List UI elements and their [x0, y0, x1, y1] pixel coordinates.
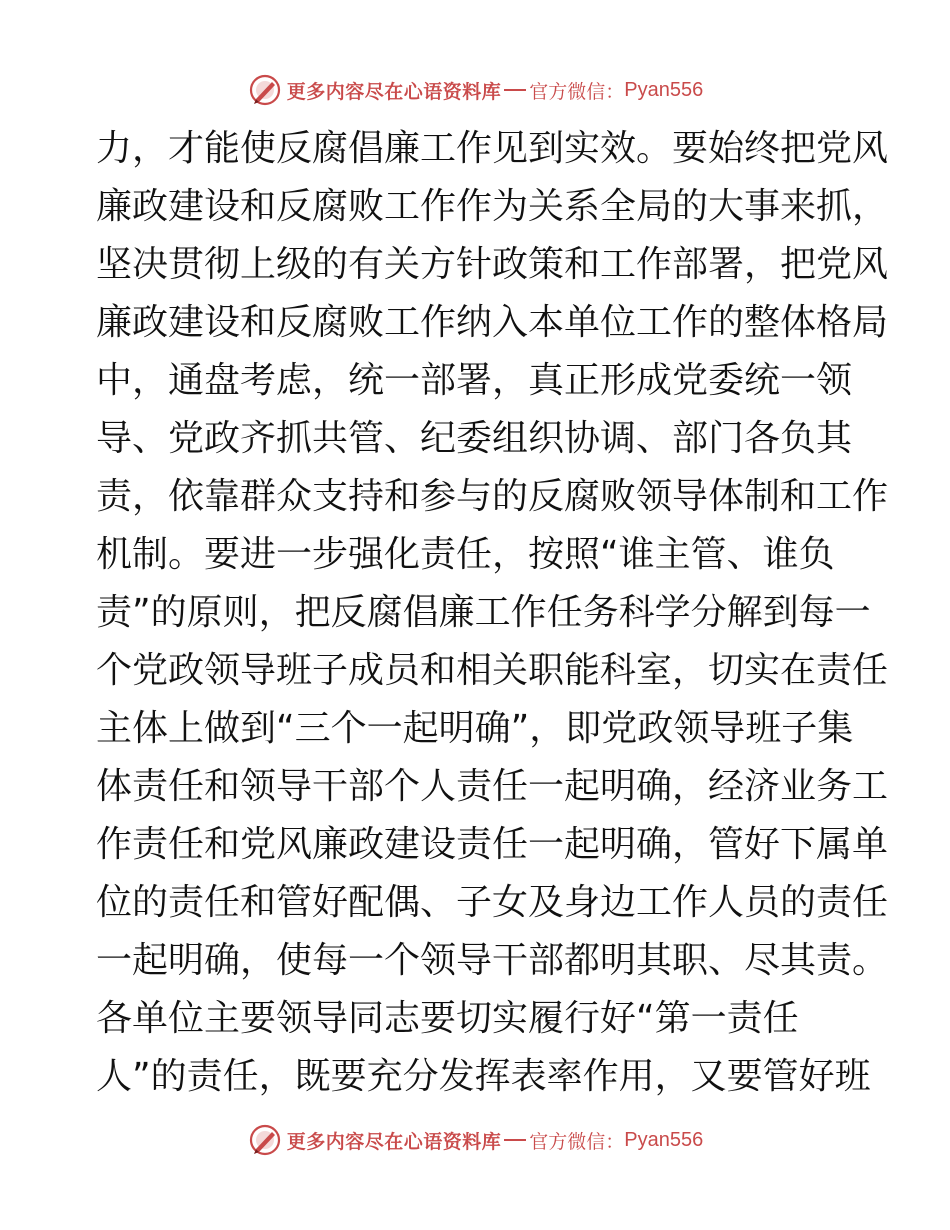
pen-logo-icon	[247, 1122, 283, 1158]
text-line: 廉政建设和反腐败工作纳入本单位工作的整体格局	[96, 302, 889, 343]
promo-text: 更多内容尽在心语资料库	[286, 80, 502, 103]
text-line: 个党政领导班子成员和相关职能科室，切实在责任	[96, 650, 889, 691]
promo-text: 更多内容尽在心语资料库	[286, 1130, 502, 1153]
wechat-label: 官方微信：	[529, 1130, 625, 1153]
wechat-id: Pyan556	[624, 1128, 704, 1151]
text-line: 坚决贯彻上级的有关方针政策和工作部署，把党风	[96, 244, 889, 285]
text-line: 作责任和党风廉政建设责任一起明确，管好下属单	[96, 824, 889, 865]
text-line: 主体上做到“三个一起明确”，即党政领导班子集	[96, 708, 854, 749]
text-line: 人”的责任，既要充分发挥表率作用，又要管好班	[96, 1056, 871, 1097]
text-line: 体责任和领导干部个人责任一起明确，经济业务工	[96, 766, 889, 807]
footer-banner	[0, 1120, 950, 1160]
text-line: 力，才能使反腐倡廉工作见到实效。要始终把党风	[96, 128, 889, 169]
text-line: 机制。要进一步强化责任，按照“谁主管、谁负	[96, 534, 835, 575]
pen-logo-icon	[247, 72, 283, 108]
text-line: 各单位主要领导同志要切实履行好“第一责任	[96, 998, 799, 1039]
text-line: 位的责任和管好配偶、子女及身边工作人员的责任	[96, 882, 889, 923]
text-line: 责”的原则，把反腐倡廉工作任务科学分解到每一	[96, 592, 871, 633]
wechat-label: 官方微信：	[529, 80, 625, 103]
separator-dash	[504, 89, 526, 91]
text-line: 廉政建设和反腐败工作作为关系全局的大事来抓，	[96, 186, 889, 227]
text-line: 中，通盘考虑，统一部署，真正形成党委统一领	[96, 360, 853, 401]
wechat-id: Pyan556	[624, 78, 704, 101]
header-banner	[0, 70, 950, 110]
text-line: 一起明确，使每一个领导干部都明其职、尽其责。	[96, 940, 889, 981]
separator-dash	[504, 1139, 526, 1141]
text-line: 导、党政齐抓共管、纪委组织协调、部门各负其	[96, 418, 853, 459]
text-line: 责，依靠群众支持和参与的反腐败领导体制和工作	[96, 476, 889, 517]
